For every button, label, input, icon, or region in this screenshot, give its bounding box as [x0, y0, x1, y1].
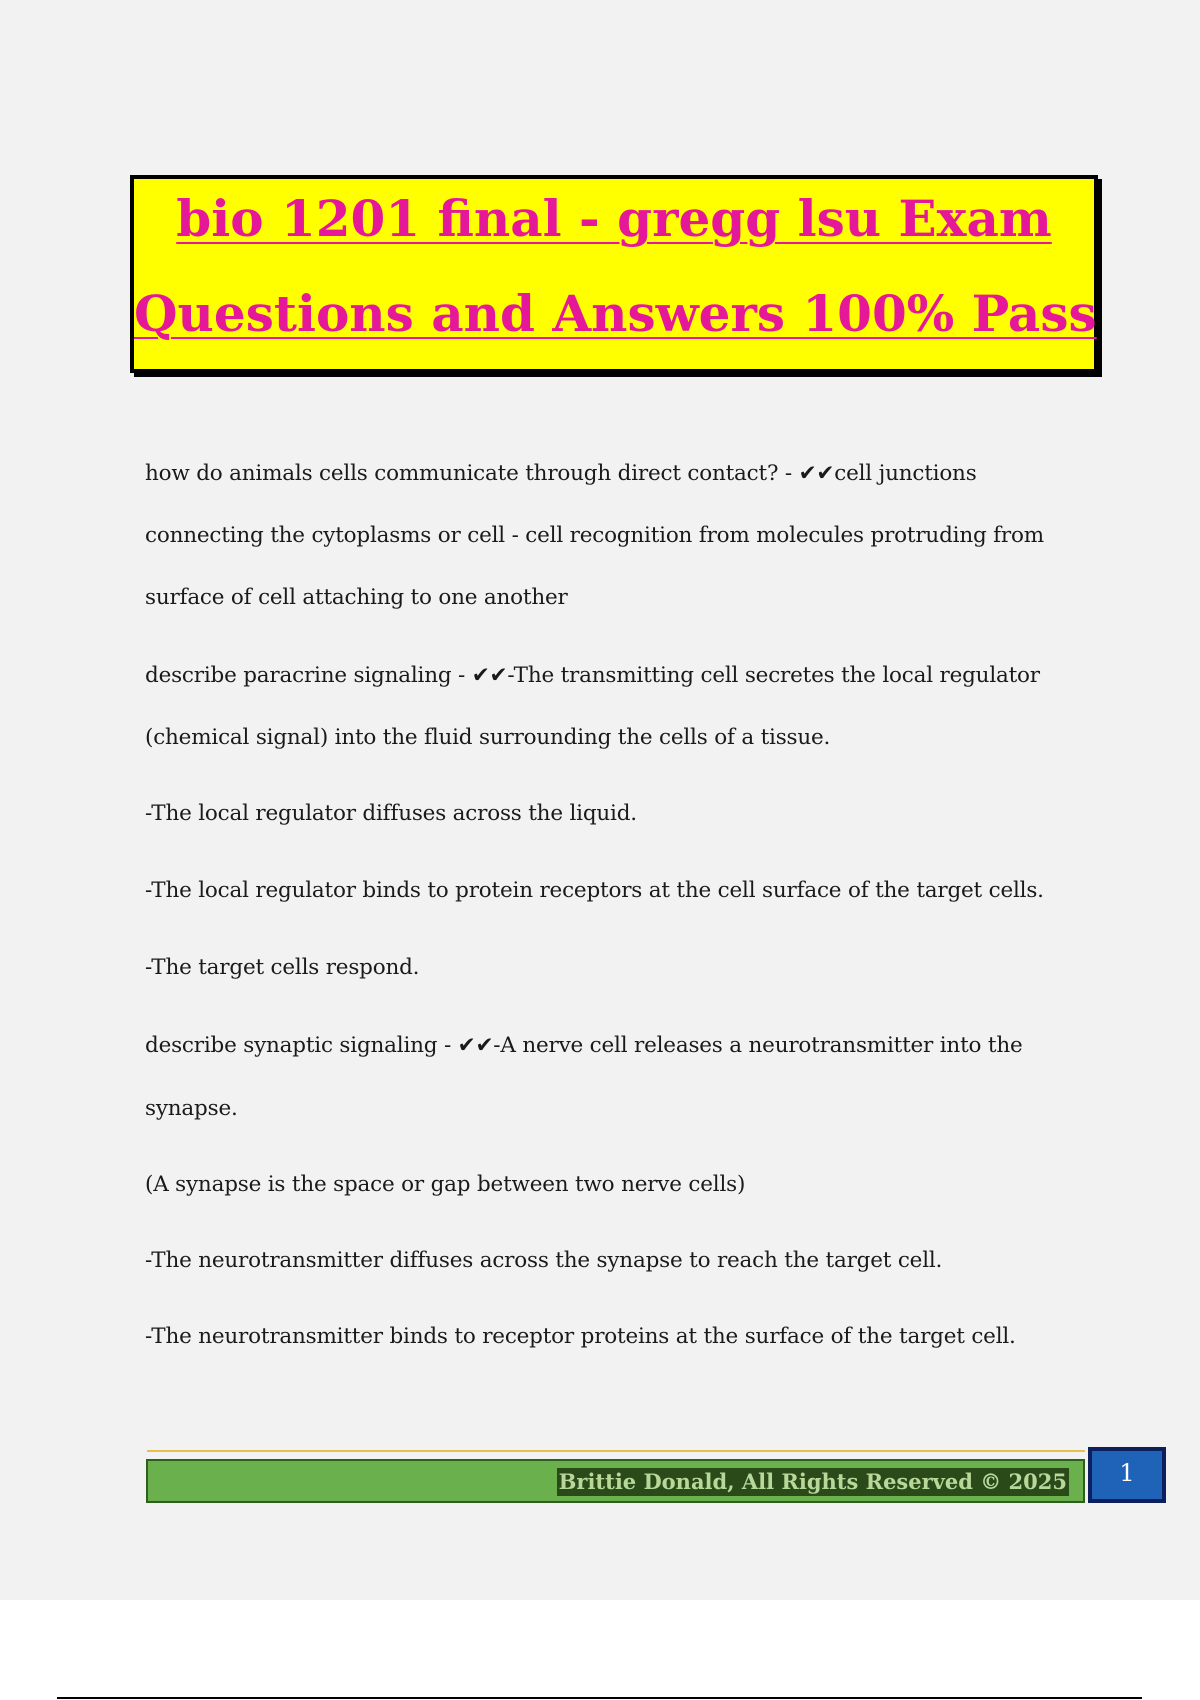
footer-divider [147, 1450, 1085, 1452]
page-bottom-rule [57, 1697, 1142, 1699]
text-line: surface of cell attaching to one another [145, 585, 568, 610]
title-line-1: bio 1201 final - gregg lsu Exam [176, 189, 1052, 248]
text-line: (chemical signal) into the fluid surrounding the cells of a tissue. [145, 725, 831, 750]
text-line: connecting the cytoplasms or cell - cell recognition from molecules protruding from [145, 523, 1044, 548]
footer-bar [146, 1459, 1085, 1503]
page-number-badge: 1 [1088, 1447, 1166, 1503]
copyright-text: Brittie Donald, All Rights Reserved © 2025 [558, 1469, 1067, 1494]
text-line: describe synaptic signaling - ✔✔-A nerve cell releases a neurotransmitter into the [145, 1033, 1023, 1058]
title-line-2: Questions and Answers 100% Pass [134, 284, 1097, 343]
text-line: -The local regulator diffuses across the liquid. [145, 801, 637, 826]
title-banner [130, 175, 1098, 373]
text-line: synapse. [145, 1096, 238, 1121]
text-line: -The neurotransmitter diffuses across the synapse to reach the target cell. [145, 1248, 943, 1273]
text-line: -The target cells respond. [145, 955, 420, 980]
text-line: (A synapse is the space or gap between two nerve cells) [145, 1172, 746, 1197]
text-line: describe paracrine signaling - ✔✔-The transmitting cell secretes the local regulator [145, 663, 1040, 688]
text-line: how do animals cells communicate through direct contact? - ✔✔cell junctions [145, 461, 977, 486]
text-line: -The neurotransmitter binds to receptor proteins at the surface of the target cell. [145, 1324, 1016, 1349]
text-line: -The local regulator binds to protein receptors at the cell surface of the target cells. [145, 878, 1044, 903]
